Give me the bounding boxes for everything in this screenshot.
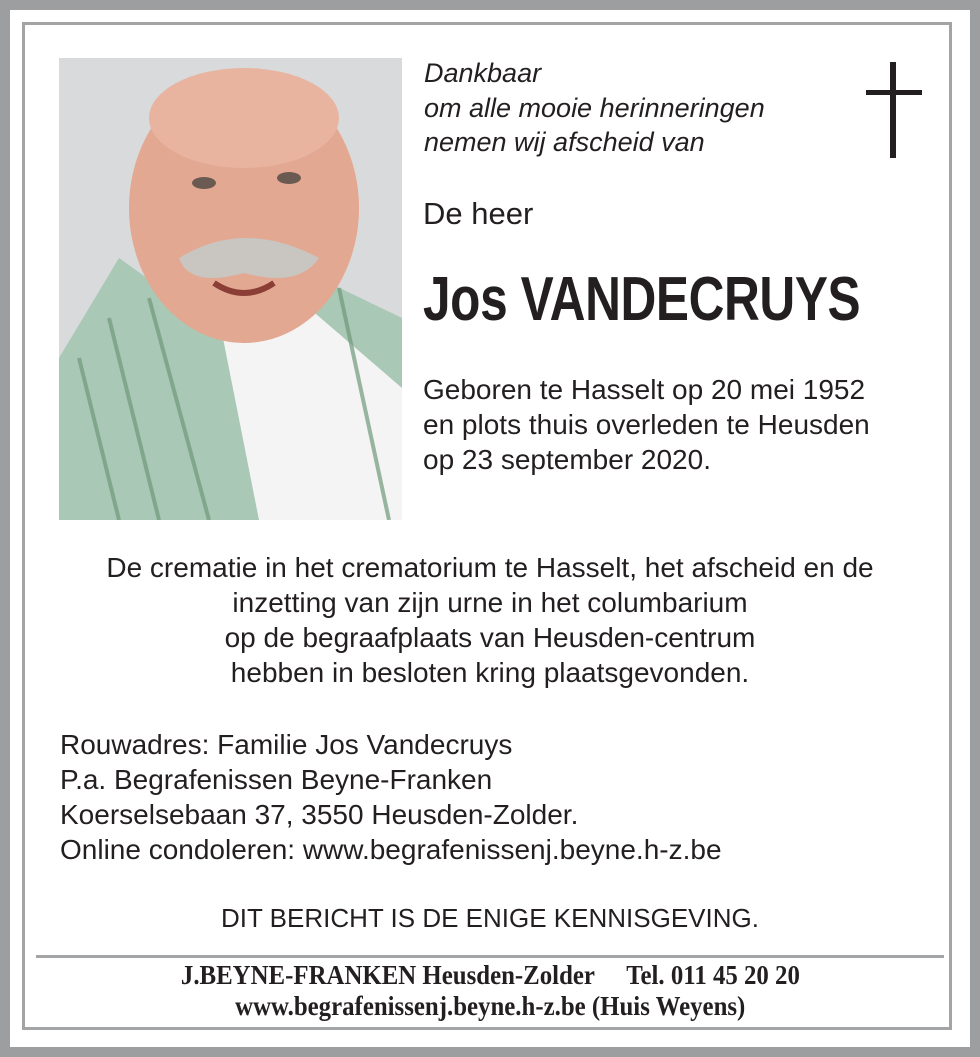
intro-text: [424, 56, 765, 160]
cremation-line: inzetting van zijn urne in het columbarium: [232, 587, 748, 618]
intro-line: Dankbaar: [424, 58, 542, 88]
footer-divider: [36, 955, 944, 958]
notice-text: DIT BERICHT IS DE ENIGE KENNISGEVING.: [221, 903, 759, 933]
funeral-home-phone: Tel. 011 45 20 20: [625, 960, 800, 990]
portrait-photo: [59, 58, 402, 520]
salutation: De heer: [423, 196, 534, 231]
address-line: Rouwadres: Familie Jos Vandecruys: [60, 729, 513, 760]
dates-line: op 23 september 2020.: [423, 444, 711, 475]
birth-death-text: [423, 372, 870, 477]
cremation-line: op de begraafplaats van Heusden-centrum: [224, 622, 756, 653]
funeral-home-name: J.BEYNE-FRANKEN Heusden-Zolder: [180, 960, 595, 990]
dates-line: en plots thuis overleden te Heusden: [423, 409, 870, 440]
mourning-address: [60, 727, 722, 867]
address-line: Koerselsebaan 37, 3550 Heusden-Zolder.: [60, 799, 579, 830]
deceased-name: Jos VANDECRUYS: [423, 265, 861, 334]
intro-line: nemen wij afscheid van: [424, 127, 705, 157]
intro-line: om alle mooie herinneringen: [424, 92, 765, 123]
cremation-line: hebben in besloten kring plaatsgevonden.: [230, 657, 750, 688]
cremation-line: De crematie in het crematorium te Hasselt, het afscheid en de: [106, 552, 874, 583]
funeral-home-footer: [30, 960, 950, 1022]
dates-line: Geboren te Hasselt op 20 mei 1952: [423, 374, 866, 405]
funeral-home-website[interactable]: www.begrafenissenj.beyne.h-z.be (Huis Weyens): [234, 991, 746, 1021]
condolence-link[interactable]: Online condoleren: www.begrafenissenj.beyne.h-z.be: [60, 834, 722, 865]
address-line: P.a. Begrafenissen Beyne-Franken: [60, 764, 493, 795]
cross-icon: [866, 62, 922, 158]
cremation-text: [30, 550, 950, 690]
